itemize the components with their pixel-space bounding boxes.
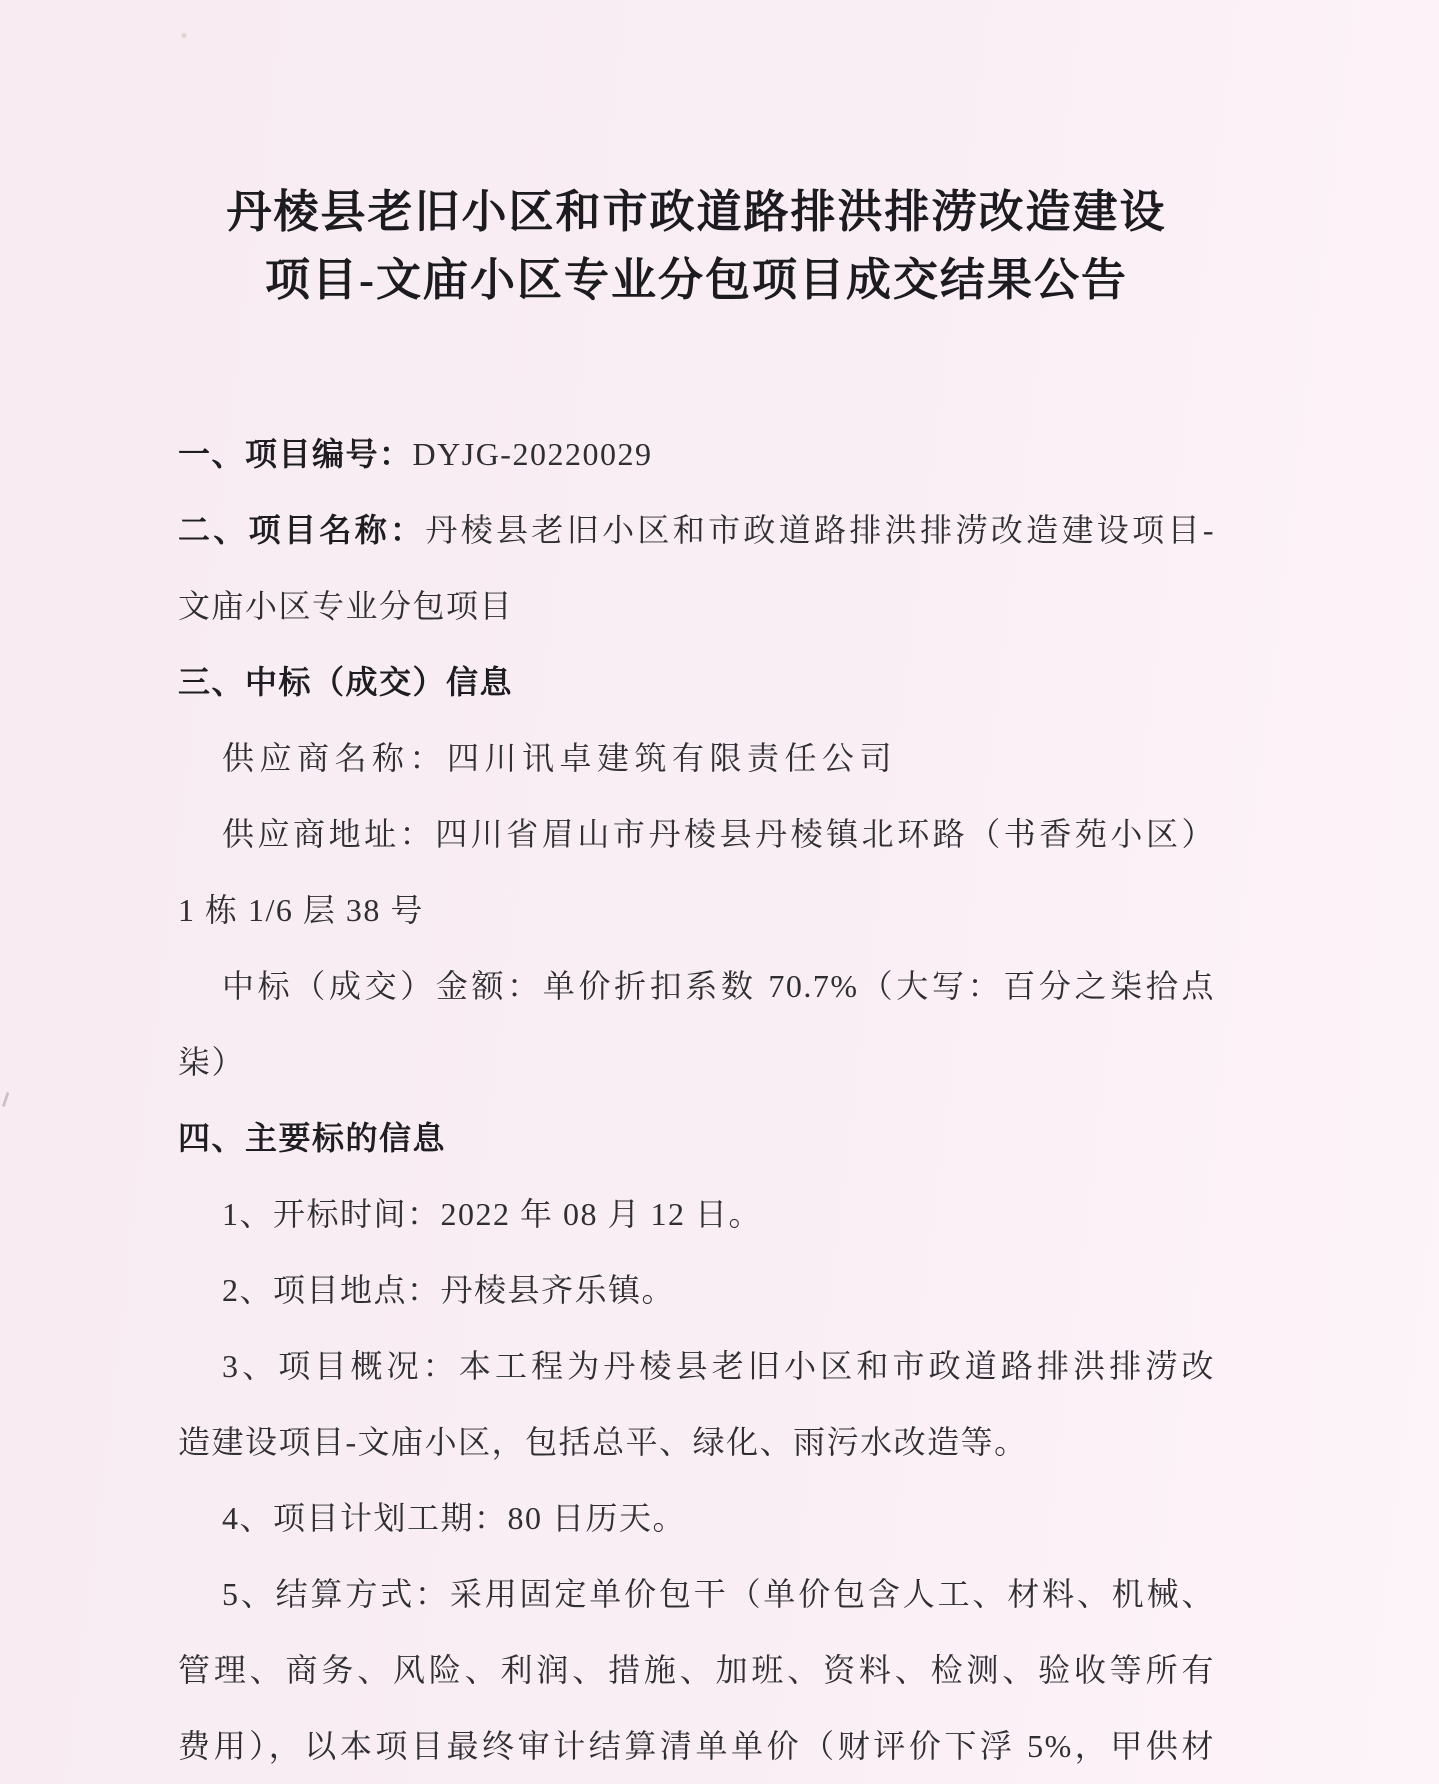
- line-project-overview-continued: [178, 1404, 1215, 1480]
- settlement-method-continued-1-text: 管理、商务、风险、利润、措施、加班、资料、检测、验收等所有: [178, 1652, 1215, 1688]
- supplier-address-continued-text: 1 栋 1/6 层 38 号: [178, 892, 424, 928]
- project-name-value-continued: 文庙小区专业分包项目: [178, 588, 514, 624]
- project-name-value: 丹棱县老旧小区和市政道路排洪排涝改造建设项目-: [425, 512, 1215, 548]
- line-project-name-continued: [178, 568, 1215, 644]
- heading-award-info: [178, 644, 1215, 720]
- line-project-overview: [178, 1328, 1215, 1404]
- document-body: [178, 416, 1215, 1784]
- project-name-label: 二、项目名称：: [178, 512, 426, 548]
- line-award-amount-continued: [178, 1024, 1215, 1100]
- project-duration-text: 4、项目计划工期：80 日历天。: [222, 1500, 687, 1536]
- heading-main-bid-info-text: 四、主要标的信息: [178, 1120, 447, 1156]
- project-location-text: 2、项目地点：丹棱县齐乐镇。: [222, 1272, 676, 1308]
- line-settlement-method-continued-1: [178, 1632, 1215, 1708]
- line-bid-opening-time: [178, 1176, 1215, 1252]
- line-settlement-method-continued-2: [178, 1708, 1215, 1784]
- project-number-value: DYJG-20220029: [412, 436, 653, 472]
- bid-opening-time-text: 1、开标时间：2022 年 08 月 12 日。: [222, 1196, 763, 1232]
- document-title-line-2: 项目-文庙小区专业分包项目成交结果公告: [265, 255, 1128, 305]
- settlement-method-text: 5、结算方式：采用固定单价包干（单价包含人工、材料、机械、: [222, 1576, 1215, 1612]
- project-number-label: 一、项目编号：: [178, 436, 413, 472]
- line-project-location: [178, 1252, 1215, 1328]
- heading-award-info-text: 三、中标（成交）信息: [178, 664, 514, 700]
- document-title: [178, 178, 1215, 314]
- line-supplier-address-continued: [178, 872, 1215, 948]
- supplier-name-text: 供应商名称：四川讯卓建筑有限责任公司: [222, 740, 898, 776]
- supplier-address-text: 供应商地址：四川省眉山市丹棱县丹棱镇北环路（书香苑小区）: [222, 816, 1215, 852]
- award-amount-text: 中标（成交）金额：单价折扣系数 70.7%（大写：百分之柒拾点: [222, 968, 1215, 1004]
- line-award-amount: [178, 948, 1215, 1024]
- heading-main-bid-info: [178, 1100, 1215, 1176]
- scan-mark-artifact: [2, 1092, 16, 1109]
- project-overview-continued-text: 造建设项目-文庙小区，包括总平、绿化、雨污水改造等。: [178, 1424, 1028, 1460]
- settlement-method-continued-2-text: 费用），以本项目最终审计结算清单单价（财评价下浮 5%，甲供材: [178, 1728, 1215, 1764]
- line-supplier-name: [178, 720, 1215, 796]
- project-overview-text: 3、项目概况：本工程为丹棱县老旧小区和市政道路排洪排涝改: [222, 1348, 1215, 1384]
- award-amount-continued-text: 柒）: [178, 1044, 246, 1080]
- line-settlement-method: [178, 1556, 1215, 1632]
- line-supplier-address: [178, 796, 1215, 872]
- line-project-duration: [178, 1480, 1215, 1556]
- line-project-name: [178, 492, 1215, 568]
- document-content: [178, 0, 1215, 1784]
- document-title-line-1: 丹棱县老旧小区和市政道路排洪排涝改造建设: [226, 187, 1167, 237]
- line-project-number: [178, 416, 1215, 492]
